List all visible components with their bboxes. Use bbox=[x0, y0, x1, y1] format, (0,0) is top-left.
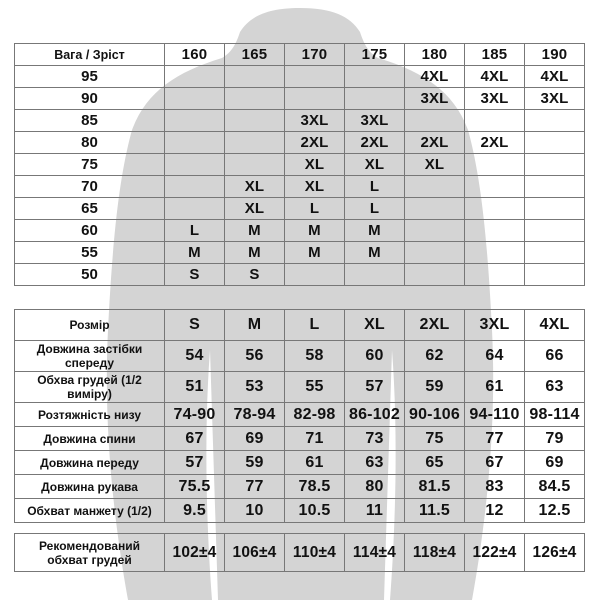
size-recommendation-cell: 3XL bbox=[345, 110, 405, 132]
size-recommendation-cell bbox=[345, 264, 405, 286]
size-recommendation-cell: M bbox=[285, 242, 345, 264]
measurement-value: 90-106 bbox=[405, 403, 465, 427]
size-recommendation-cell: M bbox=[165, 242, 225, 264]
measurement-value: 78-94 bbox=[225, 403, 285, 427]
size-recommendation-cell bbox=[465, 220, 525, 242]
measurement-value: 57 bbox=[345, 372, 405, 403]
size-recommendation-cell bbox=[465, 176, 525, 198]
size-recommendation-cell bbox=[525, 110, 585, 132]
recommended-chest-value: 102±4 bbox=[165, 534, 225, 572]
measurement-value: 71 bbox=[285, 427, 345, 451]
size-recommendation-cell bbox=[285, 88, 345, 110]
measurement-value: 59 bbox=[225, 451, 285, 475]
measurement-value: 75.5 bbox=[165, 475, 225, 499]
size-recommendation-cell: 4XL bbox=[525, 66, 585, 88]
size-recommendation-cell bbox=[525, 198, 585, 220]
recommended-chest-label: Рекомендований обхват грудей bbox=[15, 534, 165, 572]
measurement-value: 77 bbox=[465, 427, 525, 451]
size-recommendation-cell bbox=[465, 264, 525, 286]
measurement-value: 84.5 bbox=[525, 475, 585, 499]
measurement-value: 75 bbox=[405, 427, 465, 451]
size-recommendation-cell bbox=[465, 110, 525, 132]
weight-label: 75 bbox=[15, 154, 165, 176]
size-recommendation-cell: M bbox=[285, 220, 345, 242]
size-recommendation-cell bbox=[525, 242, 585, 264]
size-recommendation-cell bbox=[165, 198, 225, 220]
measurement-value: 77 bbox=[225, 475, 285, 499]
size-recommendation-cell bbox=[405, 176, 465, 198]
measurement-value: 69 bbox=[525, 451, 585, 475]
size-recommendation-cell bbox=[525, 132, 585, 154]
weight-label: 55 bbox=[15, 242, 165, 264]
size-recommendation-cell bbox=[405, 242, 465, 264]
weight-label: 50 bbox=[15, 264, 165, 286]
size-recommendation-cell: XL bbox=[285, 154, 345, 176]
size-recommendation-cell: 2XL bbox=[345, 132, 405, 154]
measurement-value: 64 bbox=[465, 341, 525, 372]
size-header: XL bbox=[345, 310, 405, 341]
size-recommendation-cell: L bbox=[165, 220, 225, 242]
recommended-chest-value: 114±4 bbox=[345, 534, 405, 572]
weight-label: 90 bbox=[15, 88, 165, 110]
size-header: M bbox=[225, 310, 285, 341]
weight-label: 80 bbox=[15, 132, 165, 154]
size-recommendation-cell: XL bbox=[345, 154, 405, 176]
weight-label: 70 bbox=[15, 176, 165, 198]
height-header: 165 bbox=[225, 44, 285, 66]
measurement-value: 67 bbox=[465, 451, 525, 475]
size-recommendation-cell bbox=[465, 154, 525, 176]
size-recommendation-cell: M bbox=[345, 242, 405, 264]
measurement-value: 12.5 bbox=[525, 499, 585, 523]
size-recommendation-cell: 3XL bbox=[465, 88, 525, 110]
height-header: 160 bbox=[165, 44, 225, 66]
measurement-value: 83 bbox=[465, 475, 525, 499]
measurement-value: 11.5 bbox=[405, 499, 465, 523]
measurement-label: Довжина рукава bbox=[15, 475, 165, 499]
recommended-chest-value: 106±4 bbox=[225, 534, 285, 572]
measurement-label: Обхват манжету (1/2) bbox=[15, 499, 165, 523]
size-header: 3XL bbox=[465, 310, 525, 341]
size-recommendation-cell bbox=[225, 88, 285, 110]
size-header-label: Розмір bbox=[15, 310, 165, 341]
size-recommendation-cell: XL bbox=[225, 176, 285, 198]
measurement-value: 69 bbox=[225, 427, 285, 451]
measurement-value: 94-110 bbox=[465, 403, 525, 427]
measurements-table bbox=[14, 309, 585, 523]
size-recommendation-cell: L bbox=[345, 198, 405, 220]
measurement-value: 65 bbox=[405, 451, 465, 475]
size-recommendation-cell bbox=[225, 132, 285, 154]
measurement-value: 82-98 bbox=[285, 403, 345, 427]
size-recommendation-cell bbox=[345, 66, 405, 88]
size-recommendation-cell: 2XL bbox=[405, 132, 465, 154]
size-header: S bbox=[165, 310, 225, 341]
size-header: L bbox=[285, 310, 345, 341]
measurement-value: 12 bbox=[465, 499, 525, 523]
size-recommendation-cell bbox=[345, 88, 405, 110]
measurement-value: 66 bbox=[525, 341, 585, 372]
measurement-value: 51 bbox=[165, 372, 225, 403]
size-recommendation-cell: 3XL bbox=[525, 88, 585, 110]
size-recommendation-cell bbox=[525, 154, 585, 176]
size-recommendation-cell: M bbox=[345, 220, 405, 242]
size-recommendation-cell bbox=[465, 242, 525, 264]
measurement-value: 54 bbox=[165, 341, 225, 372]
size-recommendation-cell: XL bbox=[405, 154, 465, 176]
measurement-value: 60 bbox=[345, 341, 405, 372]
size-recommendation-cell bbox=[165, 88, 225, 110]
height-header: 190 bbox=[525, 44, 585, 66]
size-recommendation-cell bbox=[465, 198, 525, 220]
height-header: 170 bbox=[285, 44, 345, 66]
weight-height-size-table bbox=[14, 43, 585, 286]
measurement-value: 63 bbox=[345, 451, 405, 475]
size-recommendation-cell: XL bbox=[285, 176, 345, 198]
measurement-value: 63 bbox=[525, 372, 585, 403]
size-recommendation-cell: L bbox=[285, 198, 345, 220]
measurement-value: 9.5 bbox=[165, 499, 225, 523]
measurement-label: Довжина спини bbox=[15, 427, 165, 451]
measurement-value: 59 bbox=[405, 372, 465, 403]
size-recommendation-cell bbox=[405, 198, 465, 220]
size-recommendation-cell bbox=[225, 154, 285, 176]
size-recommendation-cell bbox=[165, 66, 225, 88]
measurement-value: 57 bbox=[165, 451, 225, 475]
size-recommendation-cell: S bbox=[165, 264, 225, 286]
measurement-label: Довжина переду bbox=[15, 451, 165, 475]
measurement-value: 62 bbox=[405, 341, 465, 372]
measurement-value: 10 bbox=[225, 499, 285, 523]
measurement-value: 67 bbox=[165, 427, 225, 451]
size-recommendation-cell bbox=[285, 66, 345, 88]
size-recommendation-cell bbox=[165, 154, 225, 176]
measurement-value: 55 bbox=[285, 372, 345, 403]
recommended-chest-value: 110±4 bbox=[285, 534, 345, 572]
size-recommendation-cell: XL bbox=[225, 198, 285, 220]
size-recommendation-cell: M bbox=[225, 220, 285, 242]
size-recommendation-cell: 2XL bbox=[465, 132, 525, 154]
measurement-value: 73 bbox=[345, 427, 405, 451]
recommended-chest-table bbox=[14, 533, 585, 572]
weight-label: 85 bbox=[15, 110, 165, 132]
size-recommendation-cell bbox=[525, 176, 585, 198]
size-recommendation-cell: 2XL bbox=[285, 132, 345, 154]
size-recommendation-cell bbox=[405, 264, 465, 286]
size-recommendation-cell bbox=[165, 132, 225, 154]
measurement-value: 81.5 bbox=[405, 475, 465, 499]
recommended-chest-value: 118±4 bbox=[405, 534, 465, 572]
size-recommendation-cell bbox=[405, 110, 465, 132]
weight-height-corner-label: Вага / Зріст bbox=[15, 44, 165, 66]
weight-label: 65 bbox=[15, 198, 165, 220]
size-recommendation-cell bbox=[225, 66, 285, 88]
size-recommendation-cell bbox=[285, 264, 345, 286]
weight-label: 60 bbox=[15, 220, 165, 242]
measurement-value: 61 bbox=[465, 372, 525, 403]
height-header: 185 bbox=[465, 44, 525, 66]
measurement-value: 61 bbox=[285, 451, 345, 475]
recommended-chest-value: 126±4 bbox=[525, 534, 585, 572]
measurement-label: Розтяжність низу bbox=[15, 403, 165, 427]
size-recommendation-cell bbox=[165, 176, 225, 198]
measurement-value: 79 bbox=[525, 427, 585, 451]
size-header: 4XL bbox=[525, 310, 585, 341]
measurement-value: 10.5 bbox=[285, 499, 345, 523]
size-recommendation-cell: 4XL bbox=[465, 66, 525, 88]
height-header: 180 bbox=[405, 44, 465, 66]
recommended-chest-value: 122±4 bbox=[465, 534, 525, 572]
measurement-value: 11 bbox=[345, 499, 405, 523]
height-header: 175 bbox=[345, 44, 405, 66]
measurement-value: 74-90 bbox=[165, 403, 225, 427]
measurement-value: 58 bbox=[285, 341, 345, 372]
size-recommendation-cell: 3XL bbox=[405, 88, 465, 110]
measurement-value: 56 bbox=[225, 341, 285, 372]
size-recommendation-cell: 4XL bbox=[405, 66, 465, 88]
size-recommendation-cell bbox=[405, 220, 465, 242]
weight-label: 95 bbox=[15, 66, 165, 88]
measurement-value: 86-102 bbox=[345, 403, 405, 427]
measurement-label: Довжина застібки спереду bbox=[15, 341, 165, 372]
size-recommendation-cell bbox=[225, 110, 285, 132]
measurement-value: 80 bbox=[345, 475, 405, 499]
measurement-value: 78.5 bbox=[285, 475, 345, 499]
size-recommendation-cell: 3XL bbox=[285, 110, 345, 132]
size-header: 2XL bbox=[405, 310, 465, 341]
size-recommendation-cell: L bbox=[345, 176, 405, 198]
size-recommendation-cell: S bbox=[225, 264, 285, 286]
size-recommendation-cell bbox=[525, 264, 585, 286]
measurement-label: Обхва грудей (1/2 виміру) bbox=[15, 372, 165, 403]
measurement-value: 53 bbox=[225, 372, 285, 403]
measurement-value: 98-114 bbox=[525, 403, 585, 427]
size-recommendation-cell: M bbox=[225, 242, 285, 264]
size-recommendation-cell bbox=[165, 110, 225, 132]
size-recommendation-cell bbox=[525, 220, 585, 242]
